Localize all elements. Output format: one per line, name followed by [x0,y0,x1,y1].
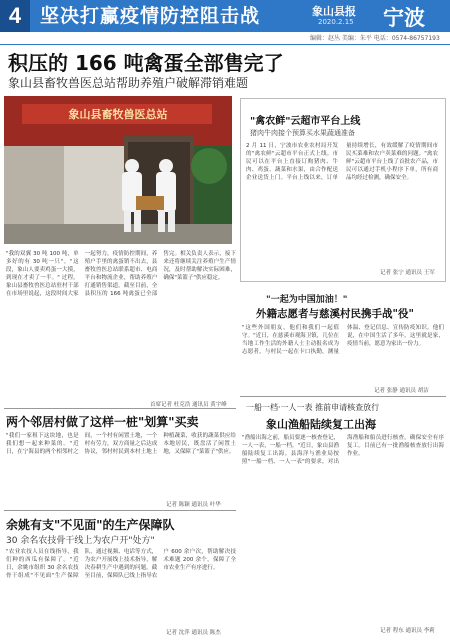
story2-byline: 记者 陈颖 通讯员 叶华 [166,502,221,508]
right-box-byline: 记者 张宁 通讯员 王军 [380,270,435,276]
volunteer-byline: 记者 张静 通讯员 胡洁 [374,388,429,394]
story3-divider [4,510,236,511]
header-slogan: 坚决打赢疫情防控阻击战 [40,5,261,27]
issue-date: 2020.2.15 [318,18,354,26]
story2-headline: 两个邻居村做了这样一桩"划算"买卖 [6,415,199,429]
section-name: 宁波 [383,6,425,30]
story3-byline: 记者 沈萍 通讯员 陈杰 [166,630,221,636]
photo-banner-text: 象山县畜牧兽医总站 [68,108,168,121]
lead-byline: 首席记者 杜克浩 通讯员 黄宇峰 [150,402,227,408]
story3-subheadline: 30 余名农技骨干线上为农户开"处方" [6,536,155,546]
right-box-subtitle: 猪肉牛肉接个预算买水果蔬通准备 [250,129,355,137]
fishing-byline: 记者 程东 通讯员 李莉 [380,628,435,634]
story3-headline: 余姚有支"不见面"的生产保障队 [6,518,175,532]
volunteer-body: "这些外国朋友，他们和我们一起值守。"近日，在慈溪市观海卫镇，几位在当地工作生活的外籍人士主动报名成为志愿者，与村民一起在卡口执勤，测量体温、登记信息、宣传防疫知识。他们说，在中国生活了多年，这里就是家，疫情当前，愿意为家出一份力。 [242,325,444,355]
page-number: 4 [0,0,30,32]
lead-headline: 积压的 166 吨禽蛋全部售完了 [8,51,284,75]
lead-body: "我的双翼 30 吨 100 吨，单多好的有 30 吨一只"。"这段，象山人要卖鸡蛋一大摸，到现在才卖了一半。" 过程，象山县畜牧兽医总站驻村干部在市场里说起，这段时间大家一起努力，疫情防控期间，养殖户手里的禽蛋销不出去，县畜牧兽医总站联系超市、电商平台和物流企业，帮助养殖户打通销售渠道。截至目前，全县积压的 166 吨禽蛋已全部售完。相关负责人表示，接下来还将继续关注养殖户生产情况，及时帮助解决实际困难，确保"菜篮子"供应稳定。 [6,251,236,297]
fishing-headline: 象山渔船陆续复工出海 [266,418,376,431]
lead-subheadline: 象山县畜牧兽医总站帮助养殖户破解滞销难题 [8,76,249,90]
story2-body: "我们一家租下这块地，也是我们想一起来种菜的。"近日，在宁海县的两个相邻村之间，一个村有闲置土地，一个村有劳力，双方商量之后达成协议，邻村村民到本村土地上种植蔬菜，收获的蔬菜供应给本地居民，既盘活了闲置土地，又保障了"菜篮子"供应。 [6,433,236,455]
fishing-body: "渔船出海之前，船员要逐一核查登记，一人一表，一船一档。"近日，象山县渔船陆续复工出海。县海洋与渔业局按照"一船一档、一人一表"的要求，对出海渔船和船员进行核查，确保安全有序复工。目前已有一批渔船核查放行出海作业。 [242,435,444,465]
fishing-kicker: 一船一档·一人一表 推前申请核查放行 [246,403,380,412]
story3-body: "农业农技人员在线指导，我们种的西瓜有保障了。"近日，余姚市组织 30 余名农技骨干组成"不见面"生产保障队，通过视频、电话等方式，为农户开展线上技术指导，解决春耕生产中遇到的问题。截至目前，保障队已线上指导农户 600 余户次，帮助解决技术难题 200 余个，保障了全市农业生产有序进行。 [6,549,236,579]
newspaper-name: 象山县报 [312,5,356,18]
volunteer-headline: 外籍志愿者与慈溪村民携手战"役" [256,308,414,320]
section-divider [240,396,446,397]
right-box-body: 2 月 11 日，宁波市农业农村局开发的"禽农鲜"云超市平台正式上线。市民可以在平台上直接订购猪肉、牛肉、鸡蛋、蔬菜和水果，由合作配送企业送货上门。平台上线以来，订单量持续增长，有效缓解了疫情期间市民买菜难和农户卖菜难的问题。"禽农鲜"云超市平台上线了首批农产品，市民可以通过手机小程序下单，所有商品均经过检测，确保安全。 [246,143,438,181]
right-box-title: "禽农鲜"云超市平台上线 [250,116,361,127]
editor-info: 编辑：赵丛 美编：朱平 电话：0574-86757193 [310,35,440,42]
lead-photo [4,96,232,244]
story2-divider [4,408,236,409]
volunteer-kicker: "一起为中国加油！" [266,295,348,305]
